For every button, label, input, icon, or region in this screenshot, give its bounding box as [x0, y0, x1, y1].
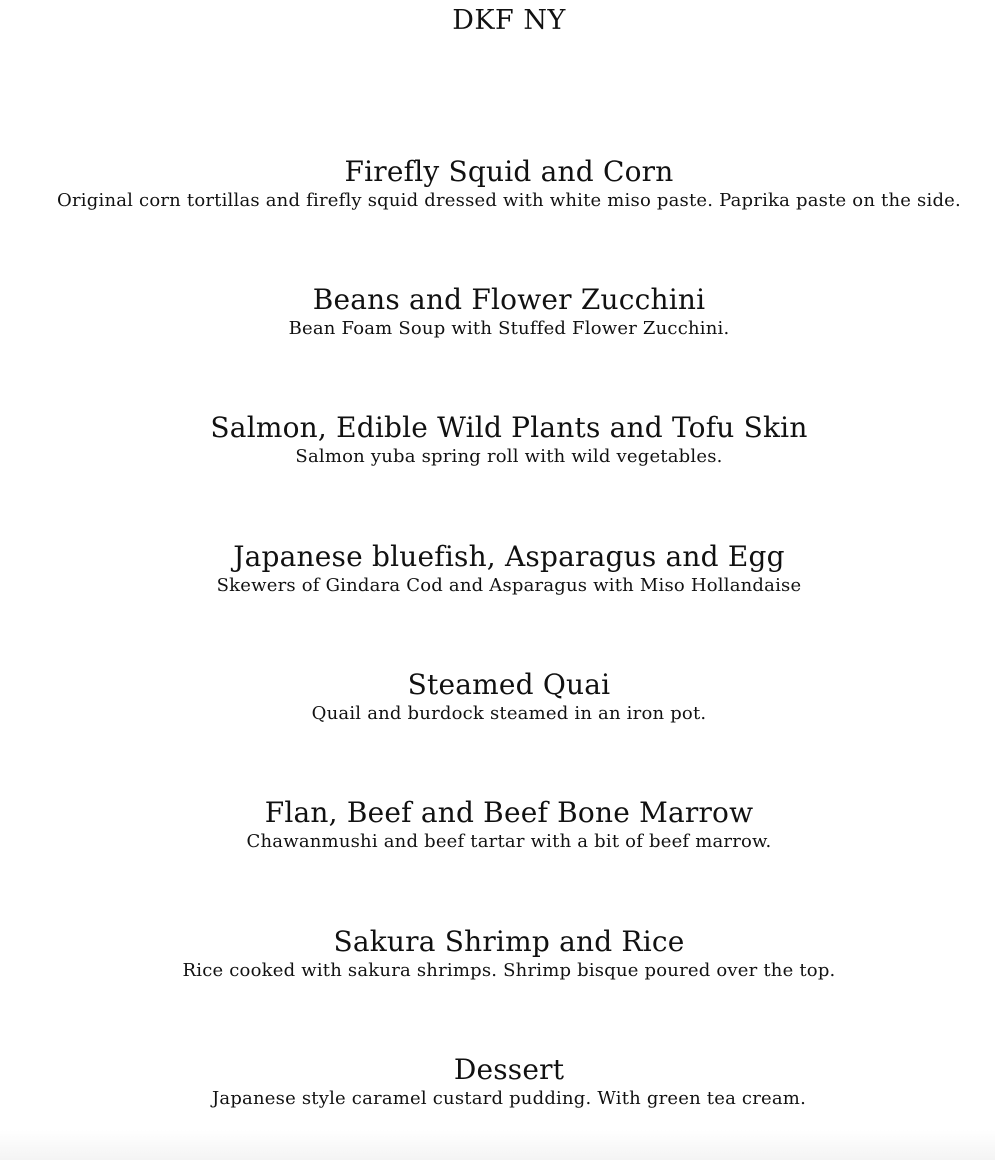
course-description: Skewers of Gindara Cod and Asparagus with Miso Hollandaise — [216, 575, 802, 596]
course-item — [0, 796, 995, 854]
course-title: Japanese bluefish, Asparagus and Egg — [233, 540, 785, 573]
course-item — [0, 540, 995, 598]
course-description: Chawanmushi and beef tartar with a bit of beef marrow. — [246, 831, 772, 852]
course-description: Japanese style caramel custard pudding. With green tea cream. — [211, 1088, 806, 1109]
course-description: Quail and burdock steamed in an iron pot. — [311, 703, 707, 724]
restaurant-name: DKF NY — [452, 5, 566, 36]
course-title: Sakura Shrimp and Rice — [333, 925, 685, 958]
course-title: Beans and Flower Zucchini — [312, 283, 706, 316]
bottom-edge-shade — [0, 1130, 995, 1160]
course-item — [0, 155, 995, 213]
course-description: Rice cooked with sakura shrimps. Shrimp bisque poured over the top. — [182, 960, 836, 981]
course-title: Dessert — [453, 1053, 565, 1086]
course-item — [0, 283, 995, 341]
course-description: Salmon yuba spring roll with wild vegetables. — [295, 446, 723, 467]
course-description: Bean Foam Soup with Stuffed Flower Zucchini. — [288, 318, 730, 339]
course-description: Original corn tortillas and firefly squid dressed with white miso paste. Paprika paste on the side. — [57, 190, 961, 211]
course-title: Steamed Quai — [407, 668, 611, 701]
course-title: Salmon, Edible Wild Plants and Tofu Skin — [210, 411, 808, 444]
course-item — [0, 411, 995, 469]
course-item — [0, 668, 995, 726]
course-title: Firefly Squid and Corn — [344, 155, 674, 188]
course-item — [0, 925, 995, 983]
course-title: Flan, Beef and Beef Bone Marrow — [264, 796, 754, 829]
course-item — [0, 1053, 995, 1111]
